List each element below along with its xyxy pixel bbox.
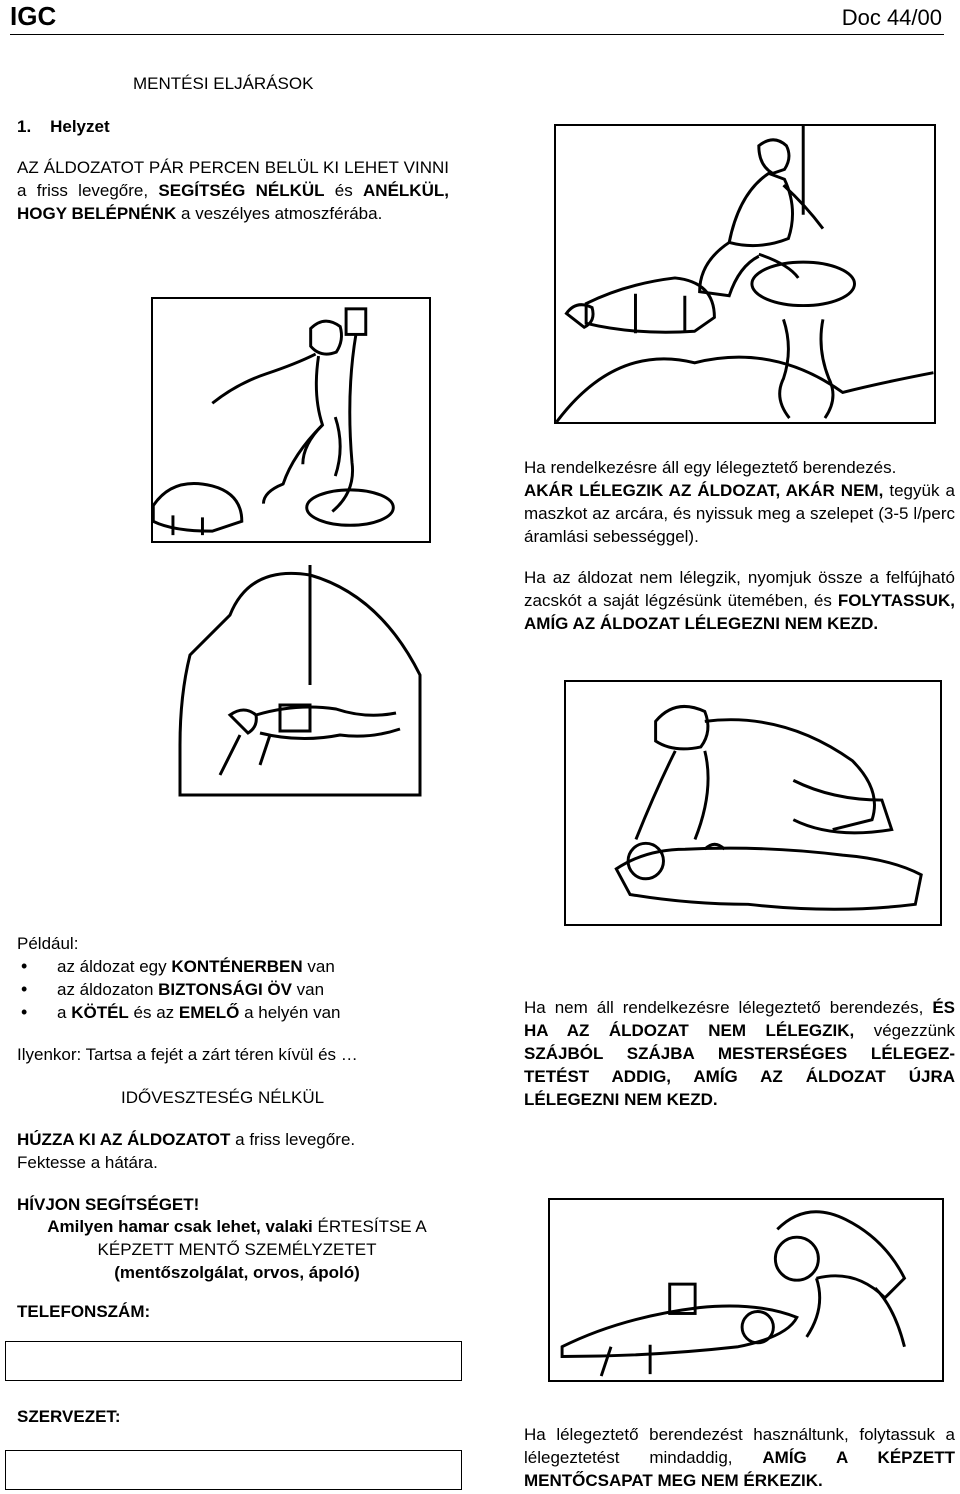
- illustration-entry-with-rope: [151, 297, 431, 543]
- call-help-line2: KÉPZETT MENTŐ SZEMÉLYZETET: [97, 1240, 377, 1259]
- call-help-rest: ÉRTESÍTSE A: [312, 1217, 427, 1236]
- illustration-pulling-victim: [170, 565, 430, 799]
- illustration-device-ventilation: [548, 1198, 944, 1382]
- breathing-device-paragraph: [524, 456, 955, 548]
- situation-label: Helyzet: [50, 117, 110, 136]
- phone-label: TELEFONSZÁM:: [17, 1302, 151, 1321]
- header-rule: [10, 34, 944, 35]
- breathing-device-line1: Ha rendelkezésre áll egy lélegeztető berendezés.: [524, 458, 897, 477]
- breathing-device-rest: tegyük a maszkot az arcára, és nyissuk meg a szelepet (3-5 l/perc áramlási sebességgel).: [524, 481, 955, 546]
- not-breathing-paragraph: [524, 566, 955, 635]
- pulling-victim-drawing: [170, 565, 430, 799]
- no-device-text-2: végezzünk: [854, 1021, 955, 1040]
- intro-text-2: és: [324, 181, 364, 200]
- pull-out-bold: HÚZZA KI AZ ÁLDOZATOT: [17, 1130, 231, 1149]
- continue-bold: AMÍG A KÉPZETT MENTŐCSAPAT MEG NEM ÉRKEZIK.: [524, 1448, 956, 1490]
- situation-number: 1.: [17, 117, 32, 136]
- no-device-bold-2: SZÁJBÓL SZÁJBA MESTERSÉGES LÉLEGEZ-TETÉST ADDIG, AMÍG AZ ÁLDOZAT ÚJRA LÉLEGEZNI NEM KEZD.: [524, 1044, 955, 1109]
- pull-out-rest: a friss levegőre.: [230, 1130, 356, 1149]
- no-device-bold-1: ÉS HA AZ ÁLDOZAT NEM LÉLEGZIK,: [524, 998, 955, 1040]
- intro-paragraph: [17, 156, 449, 225]
- not-breathing-bold: FOLYTASSUK, AMÍG AZ ÁLDOZAT LÉLEGEZNI NEM KEZD.: [524, 591, 955, 633]
- intro-bold-3: ANÉLKÜL, HOGY BELÉPNÉNK: [17, 181, 449, 223]
- list-item: • a KÖTÉL és az EMELŐ a helyén van: [17, 1001, 437, 1024]
- device-ventilation-drawing: [550, 1200, 942, 1380]
- example-list: [17, 955, 437, 1024]
- ventilation-drawing: [566, 682, 940, 924]
- situation-heading: [17, 115, 110, 138]
- call-help-title: HÍVJON SEGÍTSÉGET!: [17, 1195, 200, 1214]
- intro-text-3: a veszélyes atmoszférába.: [176, 204, 383, 223]
- continue-ventilation-paragraph: [524, 1423, 955, 1492]
- header-doc-number: Doc 44/00: [841, 5, 942, 30]
- call-help-line3: (mentőszolgálat, orvos, ápoló): [114, 1263, 360, 1282]
- intro-bold-1: AZ ÁLDOZATOT PÁR PERCEN BELÜL KI LEHET VINNI: [17, 158, 449, 177]
- continue-text: Ha lélegeztető berendezést használtunk, folytassuk a lélegeztetést mindaddig,: [524, 1425, 955, 1467]
- rescuer-at-manhole-drawing: [556, 126, 934, 422]
- call-help-line1: [17, 1215, 457, 1238]
- lay-on-back: Fektesse a hátára.: [17, 1153, 158, 1172]
- then-instruction: Ilyenkor: Tartsa a fejét a zárt téren kívül és …: [17, 1045, 358, 1064]
- header-org: IGC: [10, 1, 57, 31]
- entry-with-rope-drawing: [153, 299, 429, 541]
- list-item: • az áldozaton BIZTONSÁGI ÖV van: [17, 978, 437, 1001]
- organization-label: SZERVEZET:: [17, 1407, 121, 1426]
- intro-bold-2: SEGÍTSÉG NÉLKÜL: [158, 181, 325, 200]
- illustration-ventilation: [564, 680, 942, 926]
- intro-text-1: a friss levegőre,: [17, 181, 159, 200]
- list-item: • az áldozat egy KONTÉNERBEN van: [17, 955, 437, 978]
- phone-input[interactable]: [5, 1341, 462, 1381]
- no-device-paragraph: [524, 996, 955, 1111]
- not-breathing-text: Ha az áldozat nem lélegzik, nyomjuk össze a felfújható zacskót a saját légzésünk ütemében, és: [524, 568, 955, 610]
- breathing-device-bold: AKÁR LÉLEGZIK AZ ÁLDOZAT, AKÁR NEM,: [524, 481, 884, 500]
- no-device-text-1: Ha nem áll rendelkezésre lélegeztető berendezés,: [524, 998, 933, 1017]
- example-label: Például:: [17, 934, 79, 953]
- organization-input[interactable]: [5, 1450, 462, 1490]
- illustration-rescuer-at-manhole: [554, 124, 936, 424]
- pull-out-instruction: [17, 1128, 355, 1151]
- section-title: MENTÉSI ELJÁRÁSOK: [133, 74, 314, 93]
- call-help-bold: Amilyen hamar csak lehet, valaki: [47, 1217, 313, 1236]
- no-delay-text: IDŐVESZTESÉG NÉLKÜL: [121, 1088, 325, 1107]
